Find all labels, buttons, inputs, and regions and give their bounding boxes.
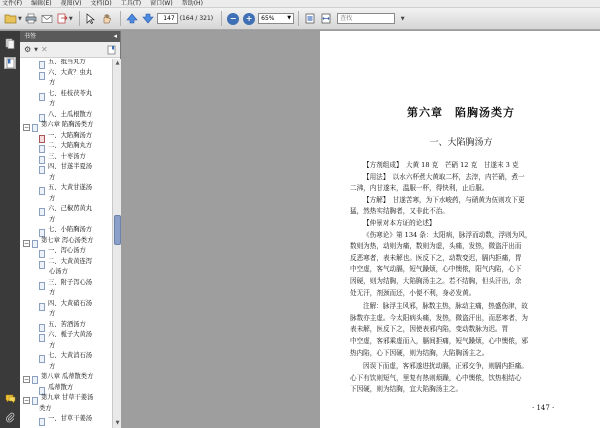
document-line: 表未解，医反下之，因使表邪内陷，变动数脉为迟。胃 <box>350 325 509 334</box>
scrollbar-thumb[interactable] <box>114 215 121 245</box>
bookmark-label: 瓜蒂散方 <box>48 383 74 391</box>
bookmark-page-icon <box>39 324 45 332</box>
menu-document[interactable]: 文档(D) <box>90 0 112 7</box>
page-count: (164 / 321) <box>179 15 214 22</box>
bookmark-label: 方 <box>49 173 56 181</box>
bookmark-label: 六、栀子大黄汤 <box>48 331 93 338</box>
bookmark-label: 八、土瓜根散方 <box>48 110 93 118</box>
document-line: 二沸，内甘遂末，温服一杯，得快利，止后服。 <box>350 184 489 193</box>
bookmark-page-icon <box>39 282 45 290</box>
previous-page-icon[interactable] <box>125 12 139 26</box>
bookmarks-toolbar <box>20 42 120 58</box>
page-number: · 147 · <box>532 404 555 412</box>
email-icon[interactable] <box>40 12 54 26</box>
bookmark-label: 方 <box>49 194 56 202</box>
document-line: 心下有饮则短气，里复有热则烦躁，心中懊侬，饮热相结心 <box>350 373 522 382</box>
bookmark-label: 六、己椒苈黄丸 <box>48 205 93 212</box>
bookmark-page-icon <box>32 376 38 384</box>
collapse-icon[interactable]: − <box>24 376 30 383</box>
delete-bookmark-icon[interactable]: ✕ <box>41 45 48 54</box>
bookmark-page-icon <box>39 72 45 80</box>
document-line: 中空虚，客气动膈，短气躁烦，心中懊侬，阳气内陷，心下 <box>350 265 522 274</box>
bookmark-label: 第六章 陷胸汤类方 <box>41 121 94 128</box>
next-page-icon[interactable] <box>141 12 155 26</box>
document-area <box>121 31 600 428</box>
document-line: 处无汗，剂颈而还，小便不利，身必发黄。 <box>350 288 476 297</box>
bookmark-label: 方 <box>49 310 56 317</box>
page-number-input[interactable]: 147 <box>157 13 178 24</box>
bookmark-label: 方 <box>49 215 56 223</box>
bookmarks-scrollbar[interactable] <box>112 59 121 428</box>
bookmark-label: 方 <box>49 100 56 107</box>
close-panel-icon[interactable]: ◂ <box>113 32 117 40</box>
document-line: 热内陷，心下因硬，则为结胸，大陷胸汤主之。 <box>350 348 489 357</box>
chapter-title: 第六章 陷胸汤类方 <box>407 106 515 119</box>
chevron-down-icon: ▼ <box>287 15 292 21</box>
comments-icon[interactable] <box>4 393 16 405</box>
toolbar-divider <box>298 11 299 26</box>
zoom-value: 65% <box>261 15 275 22</box>
bookmark-page-icon <box>39 250 45 258</box>
bookmark-label: 六、大黄？虫丸 <box>48 68 93 76</box>
document-line: 因误下而虚，客邪遂进扰动膈，正邪交争，则膈内拒痛。 <box>363 362 528 371</box>
bookmark-label: 一、泻心汤方 <box>48 247 86 254</box>
bookmark-page-icon <box>39 166 45 174</box>
document-line: 《伤寒论》第 134 条：太阳病，脉浮而动数，浮则为风， <box>363 230 532 239</box>
bookmark-label: 七、大黄消石汤 <box>48 352 93 359</box>
toolbar-divider <box>221 11 222 26</box>
export-icon[interactable]: ▼ <box>56 12 73 26</box>
bookmark-item[interactable] <box>20 416 110 428</box>
document-line: 【用法】 以水六杯煮大黄取二杯，去滓，内芒硝，煮一 <box>363 172 525 181</box>
bookmark-label: 四、大黄硝石汤 <box>48 299 93 307</box>
new-bookmark-icon[interactable] <box>107 45 116 57</box>
bookmark-label: 五、抵当丸方 <box>48 59 86 65</box>
bookmark-label: 二、大陷胸丸方 <box>48 142 93 149</box>
find-input[interactable] <box>337 13 395 24</box>
bookmark-label: 方 <box>49 341 56 349</box>
document-line: 猛，然热实结胸者，又非此不治。 <box>350 207 449 216</box>
document-line: 【方剂组成】 大黄 18 克 芒硝 12 克 甘遂末 3 克 <box>363 161 519 169</box>
bookmark-label: 方 <box>49 362 56 370</box>
bookmark-label: 三、十枣汤方 <box>48 152 86 160</box>
bookmark-label: 二、大黄黄连泻 <box>48 257 93 265</box>
options-icon[interactable]: ⚙ <box>24 45 32 54</box>
bookmark-label: 方 <box>49 289 56 296</box>
document-line: 反恶寒者，表未解也。医反下之，动数变迟，膈内拒痛，胃 <box>350 253 522 262</box>
bookmark-page-icon <box>39 187 45 195</box>
bookmark-label: 第八章 瓜蒂散类方 <box>41 373 94 380</box>
bookmark-label: 方 <box>49 79 56 86</box>
scroll-up-icon[interactable]: ▲ <box>115 60 120 66</box>
section-title: 一、大陷胸汤方 <box>429 138 493 148</box>
bookmark-label: 第九章 甘草干姜汤 <box>41 394 94 401</box>
document-line: 因硬，则为结胸，大陷胸汤主之。若不结胸，但头汗出，余 <box>350 277 522 285</box>
bookmark-label: 一、甘草干姜汤 <box>48 415 93 422</box>
bookmark-label: 三、附子泻心汤 <box>48 278 93 286</box>
open-file-icon[interactable]: ▼ <box>4 12 22 26</box>
bookmark-page-icon <box>39 156 45 164</box>
find-options-icon[interactable]: ▼ <box>400 15 405 22</box>
menu-bar <box>0 0 600 8</box>
document-page <box>320 31 600 428</box>
document-line: 【方解】 甘遂苦寒，为下水峻药，与硝黄为伍则攻下更 <box>363 195 525 204</box>
collapse-icon[interactable]: − <box>24 239 30 247</box>
document-line: 中空虚，客邪乘虚而入，膈间拒痛，短气躁烦，心中懊侬，邪 <box>350 337 529 345</box>
bookmark-page-icon <box>39 61 45 69</box>
bookmark-page-icon <box>32 397 38 405</box>
bookmark-page-icon <box>39 208 45 216</box>
zoom-select[interactable] <box>258 13 294 24</box>
bookmark-page-icon <box>32 124 38 132</box>
document-line: 脉数亦主虚。今太阳病头痛，发热，微盗汗出，而恶寒者，为 <box>350 313 529 322</box>
bookmark-label: 五、大黄甘遂汤 <box>48 184 93 191</box>
bookmark-page-icon <box>39 135 45 143</box>
navigation-strip <box>0 31 20 428</box>
bookmark-page-icon <box>39 261 45 269</box>
zoom-in-icon[interactable]: + <box>242 12 256 26</box>
toolbar-divider <box>79 11 80 26</box>
collapse-icon[interactable]: − <box>24 124 30 131</box>
document-line: 【仲景对本方证的论述】 <box>363 219 436 227</box>
document-line: 注解：脉浮主风邪，脉数主热，脉动主痛，热盛伤津，故 <box>363 302 528 311</box>
select-tool-icon[interactable] <box>84 12 98 26</box>
menu-edit[interactable]: 编辑(E) <box>31 0 52 7</box>
print-icon[interactable] <box>24 12 38 26</box>
attachments-icon[interactable] <box>4 411 16 423</box>
bookmarks-panel-title: 书签 <box>24 33 37 40</box>
toolbar <box>0 8 600 30</box>
bookmark-page-icon <box>39 334 45 342</box>
scroll-down-icon[interactable]: ▼ <box>115 420 120 426</box>
bookmarks-panel-header <box>20 31 120 42</box>
bookmark-page-icon <box>39 418 45 426</box>
bookmarks-tree <box>20 59 110 428</box>
toolbar-divider <box>120 11 121 26</box>
document-line: 下因硬，则为结胸，宜大陷胸汤主之。 <box>350 385 463 394</box>
bookmark-label: 五、苦酒汤方 <box>48 320 86 328</box>
page-thumbnails-icon[interactable] <box>4 37 16 49</box>
bookmark-page-icon <box>39 93 45 101</box>
bookmark-label: 四、甘遂半夏汤 <box>48 163 93 170</box>
menu-file[interactable]: 文件(F) <box>2 0 23 7</box>
bookmark-page-icon <box>39 229 45 237</box>
fit-width-icon[interactable] <box>319 12 333 26</box>
bookmark-page-icon <box>39 355 45 363</box>
bookmark-label: 一、大陷胸汤方 <box>48 131 93 139</box>
fit-page-icon[interactable] <box>303 12 317 26</box>
bookmark-label: 七、桂枝茯苓丸 <box>48 89 93 97</box>
bookmark-label: 七、小陷胸汤方 <box>48 226 93 233</box>
bookmark-page-icon <box>39 303 45 311</box>
bookmark-page-icon <box>32 240 38 248</box>
collapse-icon[interactable]: − <box>24 397 30 404</box>
bookmarks-icon[interactable] <box>4 57 16 69</box>
bookmark-label: 类方 <box>39 404 52 412</box>
bookmark-label: 心汤方 <box>49 268 68 275</box>
bookmarks-panel <box>20 31 121 428</box>
menu-view[interactable]: 视图(V) <box>60 0 82 7</box>
chevron-down-icon[interactable]: ▼ <box>34 46 39 53</box>
bookmark-page-icon <box>39 145 45 153</box>
bookmark-label: 第七章 泻心汤类方 <box>41 236 94 244</box>
zoom-out-icon[interactable]: − <box>226 12 240 26</box>
hand-tool-icon[interactable] <box>100 12 114 26</box>
menu-help[interactable]: 帮助(H) <box>181 0 203 7</box>
menu-window[interactable]: 窗口(W) <box>150 0 173 7</box>
document-line: 数则为热，动则为痛，数则为虚，头痛，发热，微盗汗出而 <box>350 242 522 251</box>
menu-tools[interactable]: 工具(T) <box>120 0 142 7</box>
